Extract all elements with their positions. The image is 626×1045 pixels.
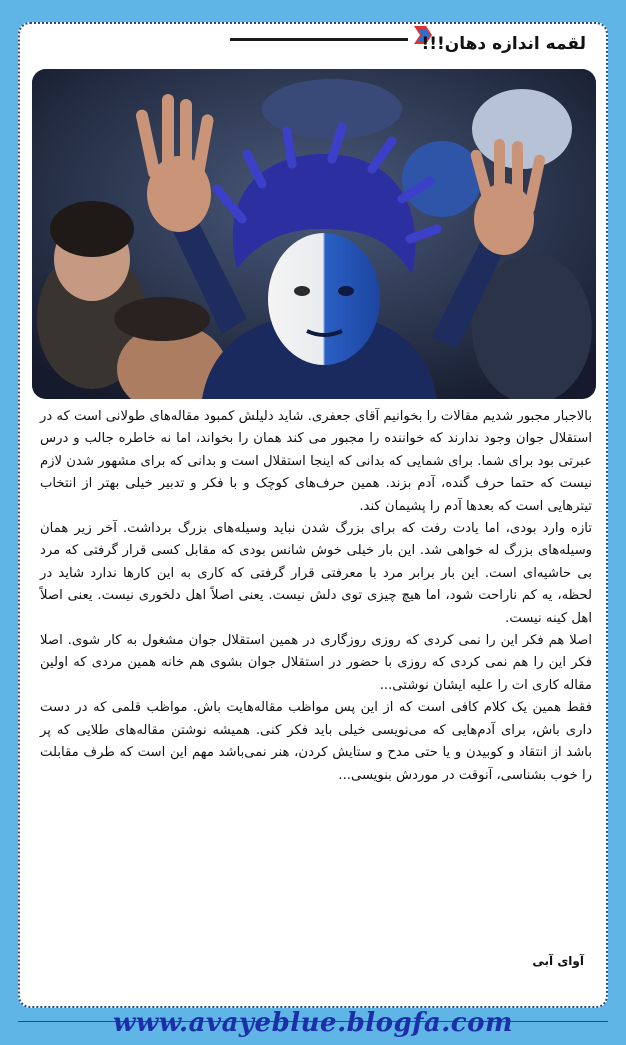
article-paragraph: بالاجبار مجبور شدیم مقالات را بخوانیم آقای جعفری. شاید دلیلش کمبود مقاله‌های طولانی است که در استقلال جوان وجود ندارند که خواننده را مجبور می کند همان را بخواند، اما نه خاطره جالب و درس عبرتی بود برای شما. برای شمایی که بدانی که اینجا استقلال است و بدانی که برای مشهور شدن لازم نیست که حتما حرف گنده، آدم بزند. همین حرف‌های کوچک و با فکر و تدبیر خیلی بهتر از انتخاب تیترهایی است که بعدها آدم را پشیمان کند.: [39, 409, 592, 514]
fan-photo-illustration: [32, 69, 596, 399]
article-card: [18, 22, 608, 1008]
author-signature: آوای آبی: [532, 954, 584, 968]
article-paragraph: فقط همین یک کلام کافی است که از این پس مواظب مقاله‌هایت باش. مواظب قلمی که در دست داری باش، برای آدم‌هایی که می‌نویسی خیلی باید فکر کنی. همیشه نوشتن مقاله‌های طلایی که پر باشد از انتقاد و کوبیدن و یا حتی مدح و ستایش کردن، هنر نمی‌باشد مهم این است که طرف مقابلت را خوب بشناسی، آنوقت در موردش بنویسی...: [40, 700, 592, 783]
article-paragraph: تازه وارد بودی، اما یادت رفت که برای بزرگ شدن نباید وسیله‌های بزرگ برداشت. آخر زیر همان وسیله‌های بزرگ له خواهی شد. این بار خیلی خوش شانس بودی که مقابل کسی قرار گرفتی که مرد بی حاشیه‌ای است. این بار برابر مرد با معرفتی قرار گرفتی که کاری به این کارها ندارد شاید در لحظه، یه کم ناراحت شود، اما هیچ چیزی توی دلش نیست. یعنی اصلاً اهل دلخوری نیست. یعنی اصلاً اهل کینه نیست.: [40, 521, 592, 626]
blog-url[interactable]: www.avayeblue.blogfa.com: [113, 1008, 513, 1038]
headline-marker: [230, 24, 430, 46]
divider-line: [230, 38, 408, 41]
article-headline: لقمه اندازه دهان!!!: [421, 34, 586, 54]
article-paragraph: اصلا هم فکر این را نمی کردی که روزی روزگاری در همین استقلال جوان مشغول به کار شوی. اصلا فکر این را هم نمی کردی که روزی با حضور در استقلال جوان بشوی هم خانه همین مردی که اولین مقاله کاری ات را علیه ایشان نوشتی...: [40, 633, 592, 693]
article-body: [40, 406, 592, 787]
article-photo: [32, 69, 596, 399]
